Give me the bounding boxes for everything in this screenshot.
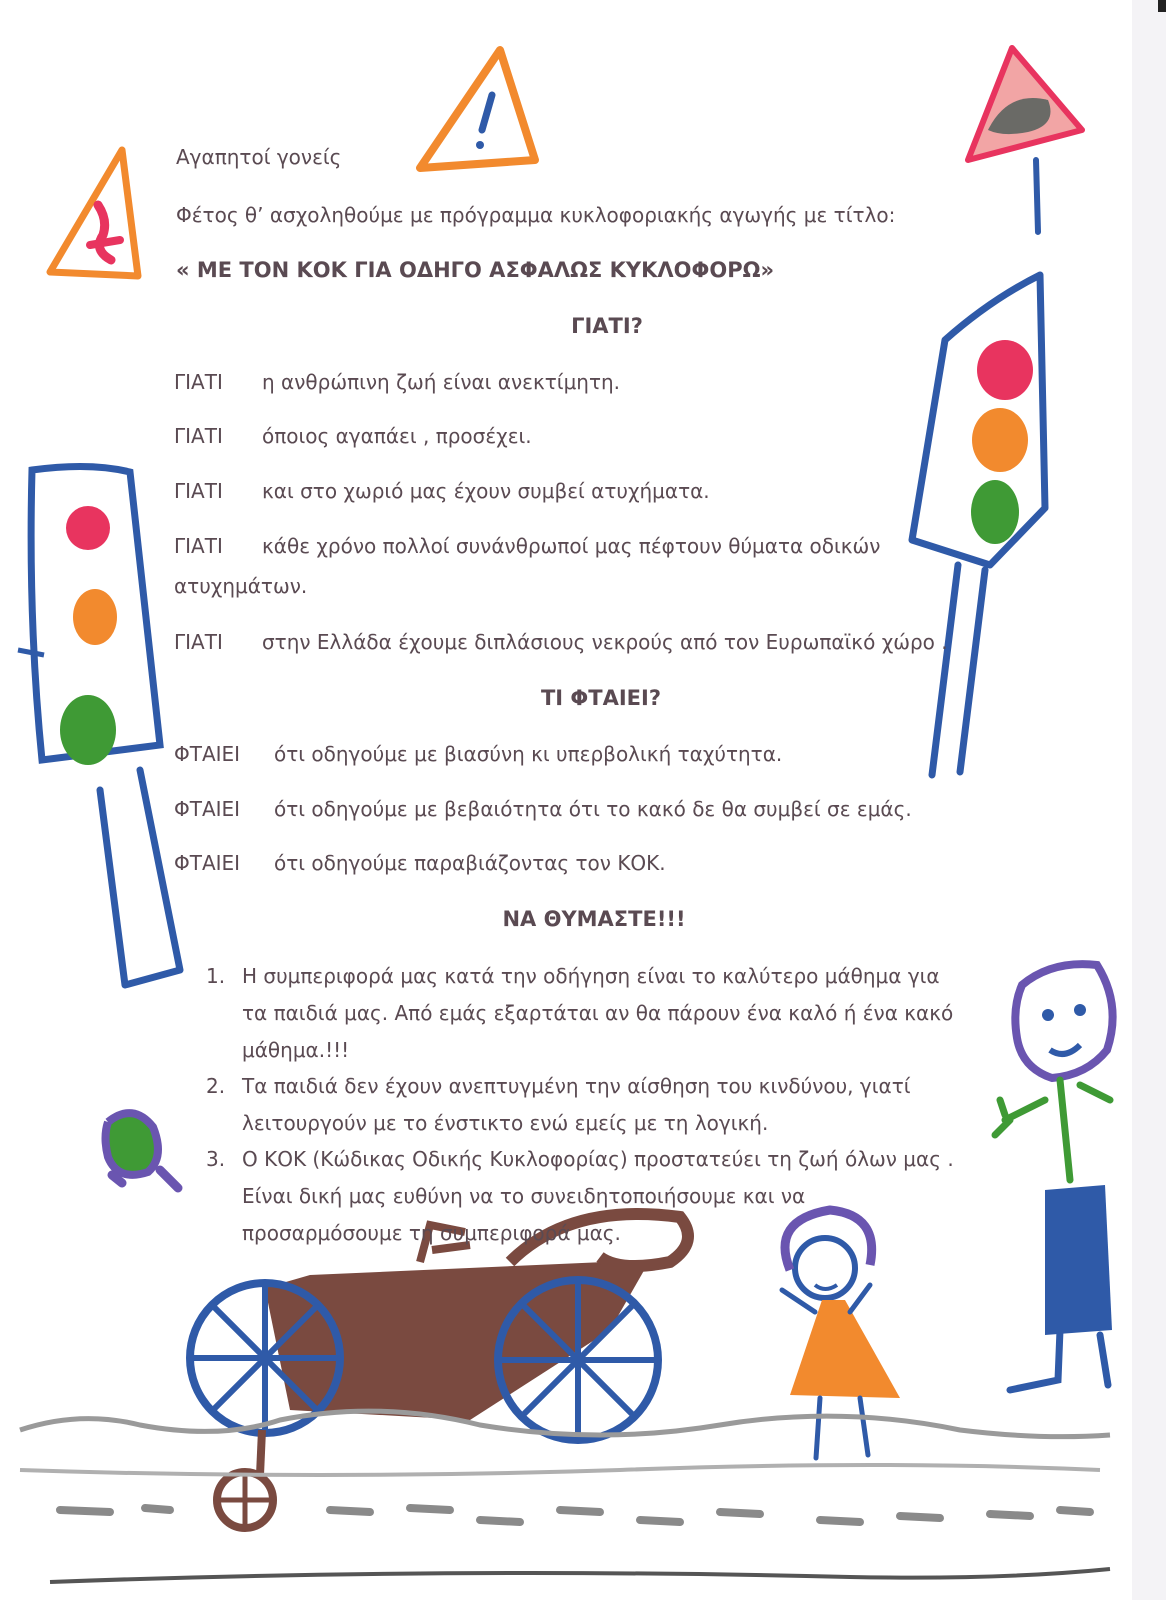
reason-line	[174, 424, 532, 449]
remember-list-item	[206, 1141, 966, 1252]
cause-keyword: ΦΤΑΙΕΙ	[174, 797, 241, 821]
cause-text: ότι οδηγούμε παραβιάζοντας τον ΚΟΚ.	[274, 851, 666, 875]
reason-line	[174, 534, 880, 559]
reason-line	[174, 479, 710, 504]
remember-list-item	[206, 1068, 966, 1142]
cause-text: ότι οδηγούμε με βιασύνη κι υπερβολική ταχύτητα.	[274, 742, 783, 766]
man-figure-drawing	[995, 964, 1113, 1390]
list-item-number: 2.	[206, 1074, 226, 1098]
left-warning-sign-drawing	[50, 150, 138, 276]
right-red-sign-drawing	[968, 48, 1082, 232]
cause-text: ότι οδηγούμε με βεβαιότητα ότι το κακό δε θα συμβεί σε εμάς.	[274, 797, 912, 821]
cause-keyword: ΦΤΑΙΕΙ	[174, 851, 241, 875]
why-heading: ΓΙΑΤΙ?	[571, 314, 643, 338]
reason-line	[174, 630, 948, 655]
list-item-text: Τα παιδιά δεν έχουν ανεπτυγμένη την αίσθηση του κινδύνου, γιατί λειτουργούν με το ένστικτο ενώ εμείς με τη λογική.	[242, 1074, 911, 1135]
reason-text: στην Ελλάδα έχουμε διπλάσιους νεκρούς από τον Ευρωπαϊκό χώρο .	[262, 630, 948, 654]
reason-keyword: ΓΙΑΤΙ	[174, 534, 223, 558]
cause-line	[174, 851, 666, 876]
reason-continuation: ατυχημάτων.	[174, 574, 308, 598]
reason-text: και στο χωριό μας έχουν συμβεί ατυχήματα.	[262, 479, 710, 503]
fault-heading: ΤΙ ΦΤΑΙΕΙ?	[540, 686, 662, 710]
reason-keyword: ΓΙΑΤΙ	[174, 479, 223, 503]
list-item-number: 1.	[206, 964, 226, 988]
reason-text: κάθε χρόνο πολλοί συνάνθρωποί μας πέφτουν θύματα οδικών	[262, 534, 881, 558]
remember-heading: ΝΑ ΘΥΜΑΣΤΕ!!!	[502, 907, 686, 931]
list-item-number: 3.	[206, 1147, 226, 1171]
cause-keyword: ΦΤΑΙΕΙ	[174, 742, 241, 766]
cause-line	[174, 742, 782, 767]
reason-keyword: ΓΙΑΤΙ	[174, 630, 223, 654]
program-title: « ΜΕ ΤΟΝ ΚΟΚ ΓΙΑ ΟΔΗΓΟ ΑΣΦΑΛΩΣ ΚΥΚΛΟΦΟΡΩ»	[176, 258, 775, 282]
reason-text: η ανθρώπινη ζωή είναι ανεκτίμητη.	[262, 370, 621, 394]
reason-text: όποιος αγαπάει , προσέχει.	[262, 424, 532, 448]
small-colored-blob-drawing	[106, 1113, 179, 1188]
tractor-drawing	[190, 1214, 688, 1528]
reason-line	[174, 370, 620, 395]
reason-keyword: ΓΙΑΤΙ	[174, 424, 223, 448]
cause-line	[174, 797, 912, 822]
remember-list-item	[206, 958, 966, 1069]
intro-line: Φέτος θ’ ασχοληθούμε με πρόγραμμα κυκλοφοριακής αγωγής με τίτλο:	[176, 203, 896, 227]
list-item-text: Η συμπεριφορά μας κατά την οδήγηση είναι το καλύτερο μάθημα για τα παιδιά μας. Από εμάς εξαρτάται αν θα πάρουν ένα καλό ή ένα κακό μάθημα.!!!	[242, 964, 954, 1062]
reason-keyword: ΓΙΑΤΙ	[174, 370, 223, 394]
salutation: Αγαπητοί γονείς	[176, 145, 342, 169]
exclamation-warning-sign-drawing	[420, 50, 535, 168]
list-item-text: Ο ΚΟΚ (Κώδικας Οδικής Κυκλοφορίας) προστατεύει τη ζωή όλων μας . Είναι δική μας ευθύνη να το συνειδητοποιήσουμε και να προσαρμόσουμε τη συμπεριφορά μας.	[242, 1147, 954, 1245]
